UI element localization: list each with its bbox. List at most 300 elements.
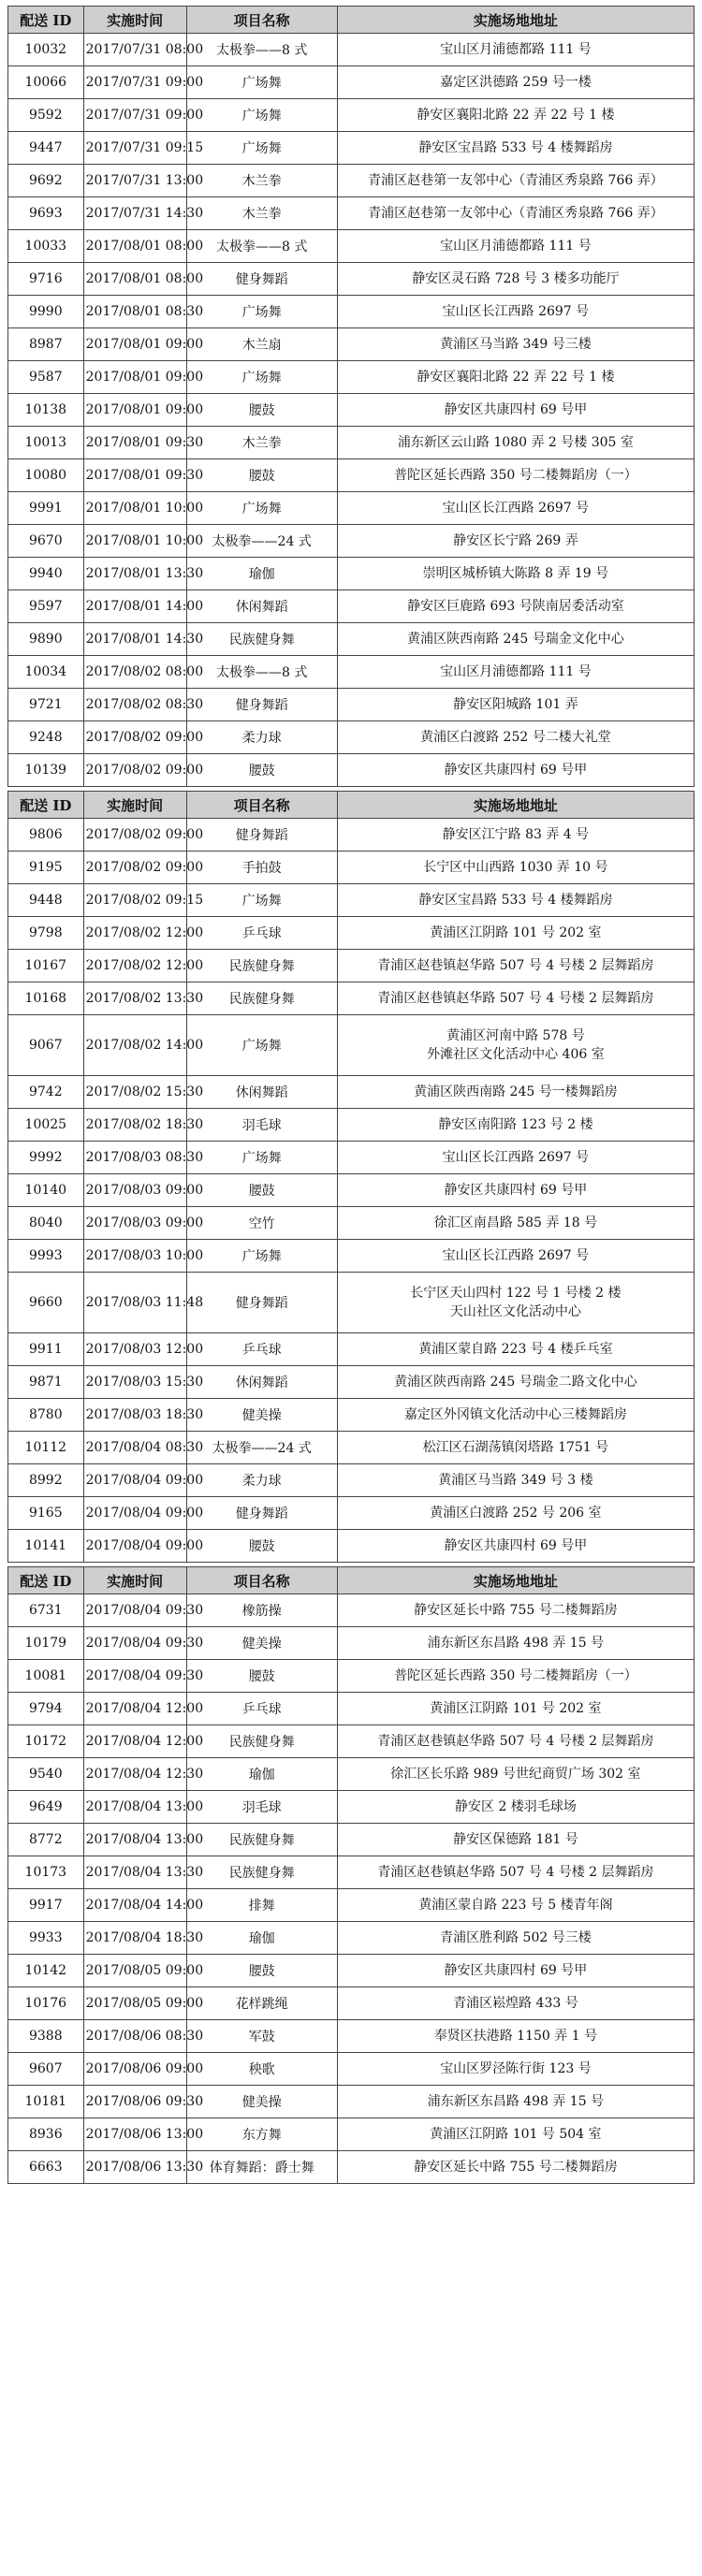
cell-time: 2017/08/03 09:00 <box>83 1207 186 1240</box>
address-line: 黄浦区陕西南路 245 号瑞金二路文化中心 <box>394 1375 637 1390</box>
address-line: 青浦区赵巷镇赵华路 507 号 4 号楼 2 层舞蹈房 <box>377 958 654 973</box>
cell-id: 10181 <box>8 2086 84 2118</box>
cell-name: 健美操 <box>186 1627 337 1660</box>
address-line: 宝山区长江西路 2697 号 <box>442 1150 590 1165</box>
table-row <box>8 66 695 99</box>
cell-time: 2017/08/02 15:30 <box>83 1076 186 1109</box>
cell-id: 8780 <box>8 1399 84 1432</box>
header-addr: 实施场地地址 <box>337 792 694 819</box>
cell-id: 10112 <box>8 1432 84 1464</box>
cell-name: 瑜伽 <box>186 558 337 590</box>
address-line: 静安区襄阳北路 22 弄 22 号 1 楼 <box>417 370 615 385</box>
cell-name: 健美操 <box>186 1399 337 1432</box>
cell-address <box>337 230 694 263</box>
cell-name: 民族健身舞 <box>186 982 337 1015</box>
table-row <box>8 492 695 525</box>
cell-address <box>337 1693 694 1725</box>
table-row <box>8 1987 695 2020</box>
cell-time: 2017/08/04 18:30 <box>83 1922 186 1955</box>
address-line: 奉贤区扶港路 1150 弄 1 号 <box>433 2029 598 2044</box>
address-line: 静安区宝昌路 533 号 4 楼舞蹈房 <box>418 893 613 908</box>
address-line: 静安区共康四村 69 号甲 <box>444 402 588 417</box>
address-line: 青浦区赵巷镇赵华路 507 号 4 号楼 2 层舞蹈房 <box>377 1865 654 1880</box>
table-row <box>8 1725 695 1758</box>
cell-address <box>337 1207 694 1240</box>
cell-name: 健身舞蹈 <box>186 263 337 296</box>
cell-id: 9990 <box>8 296 84 328</box>
cell-time: 2017/07/31 09:15 <box>83 132 186 165</box>
cell-name: 军鼓 <box>186 2020 337 2053</box>
address-line: 青浦区崧煌路 433 号 <box>453 1996 578 2011</box>
cell-address <box>337 1109 694 1142</box>
cell-time: 2017/08/03 18:30 <box>83 1399 186 1432</box>
table-row <box>8 819 695 851</box>
cell-time: 2017/08/01 13:30 <box>83 558 186 590</box>
table-row <box>8 165 695 197</box>
cell-name: 乒乓球 <box>186 917 337 950</box>
cell-name: 乒乓球 <box>186 1693 337 1725</box>
cell-address <box>337 1758 694 1791</box>
cell-address <box>337 2053 694 2086</box>
cell-id: 10013 <box>8 427 84 459</box>
cell-address <box>337 1497 694 1530</box>
address-line: 静安区共康四村 69 号甲 <box>444 763 588 778</box>
cell-name: 腰鼓 <box>186 459 337 492</box>
table-row <box>8 1432 695 1464</box>
cell-name: 花样跳绳 <box>186 1987 337 2020</box>
cell-name: 民族健身舞 <box>186 1725 337 1758</box>
table-row <box>8 590 695 623</box>
cell-time: 2017/08/04 12:30 <box>83 1758 186 1791</box>
table-row <box>8 884 695 917</box>
cell-id: 9890 <box>8 623 84 656</box>
cell-id: 10025 <box>8 1109 84 1142</box>
address-line: 青浦区赵巷第一友邻中心（青浦区秀泉路 766 弄） <box>368 206 664 221</box>
address-line: 黄浦区蒙自路 223 号 5 楼青年阁 <box>418 1898 613 1913</box>
address-line: 黄浦区江阴路 101 号 202 室 <box>430 1701 602 1716</box>
address-line: 静安区共康四村 69 号甲 <box>444 1963 588 1978</box>
cell-time: 2017/08/06 08:30 <box>83 2020 186 2053</box>
cell-address <box>337 1987 694 2020</box>
address-line: 青浦区赵巷镇赵华路 507 号 4 号楼 2 层舞蹈房 <box>377 1734 654 1749</box>
cell-name: 广场舞 <box>186 361 337 394</box>
cell-time: 2017/08/01 09:00 <box>83 361 186 394</box>
cell-time: 2017/08/02 12:00 <box>83 950 186 982</box>
cell-address <box>337 361 694 394</box>
cell-id: 9607 <box>8 2053 84 2086</box>
cell-address <box>337 1594 694 1627</box>
cell-name: 太极拳——24 式 <box>186 525 337 558</box>
cell-id: 9993 <box>8 1240 84 1273</box>
cell-time: 2017/08/02 18:30 <box>83 1109 186 1142</box>
cell-name: 广场舞 <box>186 296 337 328</box>
cell-time: 2017/08/04 09:30 <box>83 1660 186 1693</box>
cell-time: 2017/08/01 09:30 <box>83 427 186 459</box>
table-row <box>8 721 695 754</box>
cell-time: 2017/08/04 13:30 <box>83 1856 186 1889</box>
table-row <box>8 2118 695 2151</box>
table-row <box>8 1333 695 1366</box>
cell-id: 9911 <box>8 1333 84 1366</box>
address-line: 静安区 2 楼羽毛球场 <box>455 1799 577 1814</box>
cell-time: 2017/08/03 10:00 <box>83 1240 186 1273</box>
cell-address <box>337 2151 694 2184</box>
table-row <box>8 982 695 1015</box>
address-line: 黄浦区陕西南路 245 号瑞金文化中心 <box>407 632 624 647</box>
cell-time: 2017/08/03 09:00 <box>83 1174 186 1207</box>
cell-id: 8772 <box>8 1824 84 1856</box>
header-id: 配送 ID <box>8 1567 84 1594</box>
cell-id: 9716 <box>8 263 84 296</box>
cell-id: 9165 <box>8 1497 84 1530</box>
cell-address <box>337 1660 694 1693</box>
table-row <box>8 1627 695 1660</box>
header-row <box>8 7 695 34</box>
table-row <box>8 230 695 263</box>
address-line: 嘉定区外冈镇文化活动中心三楼舞蹈房 <box>403 1407 627 1422</box>
cell-id: 9871 <box>8 1366 84 1399</box>
cell-name: 秧歌 <box>186 2053 337 2086</box>
cell-time: 2017/08/02 09:00 <box>83 754 186 787</box>
cell-id: 8987 <box>8 328 84 361</box>
table-row <box>8 1366 695 1399</box>
address-line: 黄浦区马当路 349 号 3 楼 <box>438 1473 593 1488</box>
table-row <box>8 263 695 296</box>
cell-address <box>337 165 694 197</box>
address-line: 静安区保德路 181 号 <box>453 1832 578 1847</box>
cell-time: 2017/08/03 15:30 <box>83 1366 186 1399</box>
header-addr: 实施场地地址 <box>337 1567 694 1594</box>
table-row <box>8 197 695 230</box>
cell-address <box>337 1627 694 1660</box>
cell-address <box>337 1530 694 1563</box>
cell-name: 民族健身舞 <box>186 1856 337 1889</box>
cell-id: 9067 <box>8 1015 84 1076</box>
cell-time: 2017/08/02 09:00 <box>83 721 186 754</box>
cell-id: 9447 <box>8 132 84 165</box>
cell-time: 2017/08/04 09:30 <box>83 1594 186 1627</box>
cell-id: 8936 <box>8 2118 84 2151</box>
cell-time: 2017/08/02 09:00 <box>83 819 186 851</box>
cell-name: 民族健身舞 <box>186 623 337 656</box>
cell-id: 10172 <box>8 1725 84 1758</box>
table-row <box>8 296 695 328</box>
cell-name: 瑜伽 <box>186 1922 337 1955</box>
address-line: 黄浦区白渡路 252 号二楼大礼堂 <box>420 730 611 745</box>
table-row <box>8 34 695 66</box>
cell-name: 民族健身舞 <box>186 1824 337 1856</box>
cell-time: 2017/08/04 09:00 <box>83 1497 186 1530</box>
table-row <box>8 2020 695 2053</box>
address-line: 黄浦区江阴路 101 号 202 室 <box>430 925 602 940</box>
cell-time: 2017/08/01 14:30 <box>83 623 186 656</box>
cell-time: 2017/08/03 11:48 <box>83 1273 186 1333</box>
cell-address <box>337 1240 694 1273</box>
address-line: 青浦区赵巷第一友邻中心（青浦区秀泉路 766 弄） <box>368 173 664 188</box>
address-line: 松江区石湖荡镇闵塔路 1751 号 <box>422 1440 609 1455</box>
cell-id: 9933 <box>8 1922 84 1955</box>
address-line: 宝山区月浦德都路 111 号 <box>440 42 592 57</box>
cell-name: 腰鼓 <box>186 754 337 787</box>
cell-id: 9587 <box>8 361 84 394</box>
cell-name: 木兰拳 <box>186 197 337 230</box>
cell-name: 腰鼓 <box>186 394 337 427</box>
address-line: 普陀区延长西路 350 号二楼舞蹈房（一） <box>394 1668 637 1683</box>
address-line: 黄浦区江阴路 101 号 504 室 <box>430 2127 602 2142</box>
cell-time: 2017/08/06 13:30 <box>83 2151 186 2184</box>
address-line: 静安区阳城路 101 弄 <box>453 697 578 712</box>
address-line: 宝山区长江西路 2697 号 <box>442 304 590 319</box>
table-row <box>8 851 695 884</box>
cell-id: 9721 <box>8 689 84 721</box>
cell-address <box>337 754 694 787</box>
address-line: 宝山区长江西路 2697 号 <box>442 501 590 516</box>
cell-name: 广场舞 <box>186 132 337 165</box>
cell-id: 8992 <box>8 1464 84 1497</box>
address-line: 静安区延长中路 755 号二楼舞蹈房 <box>414 1603 618 1618</box>
cell-time: 2017/08/01 10:00 <box>83 492 186 525</box>
table-row <box>8 361 695 394</box>
address-line: 宝山区长江西路 2697 号 <box>442 1248 590 1263</box>
address-line: 长宁区天山四村 122 号 1 号楼 2 楼 <box>410 1286 622 1301</box>
table-row <box>8 1856 695 1889</box>
cell-name: 健身舞蹈 <box>186 1497 337 1530</box>
table-row <box>8 2053 695 2086</box>
address-line: 普陀区延长西路 350 号二楼舞蹈房（一） <box>394 468 637 483</box>
table-row <box>8 623 695 656</box>
address-line: 静安区共康四村 69 号甲 <box>444 1538 588 1553</box>
cell-time: 2017/08/05 09:00 <box>83 1987 186 2020</box>
cell-id: 9806 <box>8 819 84 851</box>
cell-address <box>337 950 694 982</box>
address-line: 嘉定区洪德路 259 号一楼 <box>440 75 592 90</box>
cell-name: 体育舞蹈：爵士舞 <box>186 2151 337 2184</box>
cell-address <box>337 1142 694 1174</box>
cell-name: 木兰拳 <box>186 165 337 197</box>
cell-id: 9670 <box>8 525 84 558</box>
table-row <box>8 689 695 721</box>
table-row <box>8 656 695 689</box>
cell-name: 木兰拳 <box>186 427 337 459</box>
cell-address <box>337 1015 694 1076</box>
schedule-table <box>7 791 695 1563</box>
table-row <box>8 427 695 459</box>
cell-name: 柔力球 <box>186 1464 337 1497</box>
address-line: 宝山区罗泾陈行街 123 号 <box>440 2061 592 2076</box>
header-row <box>8 792 695 819</box>
table-row <box>8 525 695 558</box>
table-row <box>8 950 695 982</box>
cell-id: 9693 <box>8 197 84 230</box>
table-row <box>8 1497 695 1530</box>
table-row <box>8 1015 695 1076</box>
table-row <box>8 1922 695 1955</box>
cell-name: 橡筋操 <box>186 1594 337 1627</box>
cell-address <box>337 1399 694 1432</box>
cell-name: 太极拳——24 式 <box>186 1432 337 1464</box>
cell-name: 健身舞蹈 <box>186 1273 337 1333</box>
cell-id: 9195 <box>8 851 84 884</box>
cell-time: 2017/08/06 09:00 <box>83 2053 186 2086</box>
table-row <box>8 459 695 492</box>
cell-time: 2017/08/01 09:00 <box>83 394 186 427</box>
cell-address <box>337 1432 694 1464</box>
cell-address <box>337 1333 694 1366</box>
cell-name: 腰鼓 <box>186 1660 337 1693</box>
address-line: 静安区巨鹿路 693 号陕南居委活动室 <box>407 599 624 614</box>
table-row <box>8 2151 695 2184</box>
cell-address <box>337 132 694 165</box>
cell-id: 10141 <box>8 1530 84 1563</box>
cell-id: 10066 <box>8 66 84 99</box>
cell-id: 10176 <box>8 1987 84 2020</box>
cell-id: 9592 <box>8 99 84 132</box>
cell-name: 太极拳——8 式 <box>186 34 337 66</box>
address-line: 青浦区胜利路 502 号三楼 <box>440 1930 592 1945</box>
cell-name: 瑜伽 <box>186 1758 337 1791</box>
cell-time: 2017/08/01 14:00 <box>83 590 186 623</box>
cell-name: 羽毛球 <box>186 1791 337 1824</box>
table-row <box>8 1076 695 1109</box>
table-row <box>8 1693 695 1725</box>
header-name: 项目名称 <box>186 7 337 34</box>
cell-address <box>337 66 694 99</box>
cell-name: 排舞 <box>186 1889 337 1922</box>
cell-id: 9940 <box>8 558 84 590</box>
cell-id: 10138 <box>8 394 84 427</box>
header-name: 项目名称 <box>186 1567 337 1594</box>
cell-time: 2017/08/04 12:00 <box>83 1693 186 1725</box>
address-line: 徐汇区南昌路 585 弄 18 号 <box>433 1215 598 1230</box>
cell-name: 广场舞 <box>186 99 337 132</box>
address-line: 静安区南阳路 123 号 2 楼 <box>438 1117 593 1132</box>
cell-id: 9991 <box>8 492 84 525</box>
cell-time: 2017/07/31 09:00 <box>83 99 186 132</box>
cell-name: 柔力球 <box>186 721 337 754</box>
address-line: 浦东新区东昌路 498 弄 15 号 <box>427 1636 605 1651</box>
table-row <box>8 1758 695 1791</box>
table-row <box>8 1464 695 1497</box>
cell-address <box>337 1273 694 1333</box>
cell-address <box>337 558 694 590</box>
cell-id: 6663 <box>8 2151 84 2184</box>
cell-name: 太极拳——8 式 <box>186 230 337 263</box>
cell-address <box>337 197 694 230</box>
cell-name: 腰鼓 <box>186 1174 337 1207</box>
cell-id: 10081 <box>8 1660 84 1693</box>
cell-name: 广场舞 <box>186 884 337 917</box>
cell-address <box>337 492 694 525</box>
header-id: 配送 ID <box>8 7 84 34</box>
cell-id: 9794 <box>8 1693 84 1725</box>
cell-time: 2017/08/02 08:30 <box>83 689 186 721</box>
cell-address <box>337 623 694 656</box>
address-line: 黄浦区陕西南路 245 号一楼舞蹈房 <box>414 1084 618 1099</box>
table-row <box>8 1594 695 1627</box>
address-line: 浦东新区东昌路 498 弄 15 号 <box>427 2094 605 2109</box>
address-line: 静安区宝昌路 533 号 4 楼舞蹈房 <box>418 140 613 155</box>
cell-address <box>337 2086 694 2118</box>
cell-name: 广场舞 <box>186 1015 337 1076</box>
cell-address <box>337 982 694 1015</box>
cell-id: 9448 <box>8 884 84 917</box>
address-line: 青浦区赵巷镇赵华路 507 号 4 号楼 2 层舞蹈房 <box>377 991 654 1006</box>
cell-name: 健身舞蹈 <box>186 689 337 721</box>
address-line: 崇明区城桥镇大陈路 8 弄 19 号 <box>422 566 609 581</box>
cell-time: 2017/08/01 08:00 <box>83 230 186 263</box>
cell-address <box>337 1856 694 1889</box>
address-line: 静安区共康四村 69 号甲 <box>444 1183 588 1198</box>
address-line: 浦东新区云山路 1080 弄 2 号楼 305 室 <box>397 435 634 450</box>
cell-address <box>337 1889 694 1922</box>
cell-id: 9540 <box>8 1758 84 1791</box>
table-row <box>8 1791 695 1824</box>
cell-address <box>337 1366 694 1399</box>
cell-address <box>337 1824 694 1856</box>
address-line: 静安区长宁路 269 弄 <box>453 533 578 548</box>
table-row <box>8 1109 695 1142</box>
cell-time: 2017/08/03 12:00 <box>83 1333 186 1366</box>
cell-time: 2017/08/04 09:00 <box>83 1464 186 1497</box>
cell-id: 8040 <box>8 1207 84 1240</box>
address-line: 静安区延长中路 755 号二楼舞蹈房 <box>414 2160 618 2175</box>
table-row <box>8 1207 695 1240</box>
cell-address <box>337 1076 694 1109</box>
cell-time: 2017/07/31 08:00 <box>83 34 186 66</box>
cell-name: 腰鼓 <box>186 1530 337 1563</box>
cell-name: 民族健身舞 <box>186 950 337 982</box>
cell-id: 9388 <box>8 2020 84 2053</box>
cell-address <box>337 2020 694 2053</box>
cell-name: 东方舞 <box>186 2118 337 2151</box>
cell-name: 乒乓球 <box>186 1333 337 1366</box>
header-time: 实施时间 <box>83 792 186 819</box>
cell-name: 空竹 <box>186 1207 337 1240</box>
table-row <box>8 394 695 427</box>
table-row <box>8 2086 695 2118</box>
cell-id: 9992 <box>8 1142 84 1174</box>
cell-name: 广场舞 <box>186 492 337 525</box>
cell-time: 2017/08/03 08:30 <box>83 1142 186 1174</box>
cell-time: 2017/07/31 13:00 <box>83 165 186 197</box>
cell-address <box>337 1464 694 1497</box>
table-row <box>8 1142 695 1174</box>
address-line-2: 外滩社区文化活动中心 406 室 <box>427 1047 605 1062</box>
cell-time: 2017/08/02 13:30 <box>83 982 186 1015</box>
cell-id: 6731 <box>8 1594 84 1627</box>
table-row <box>8 1273 695 1333</box>
cell-id: 10034 <box>8 656 84 689</box>
header-time: 实施时间 <box>83 1567 186 1594</box>
cell-address <box>337 525 694 558</box>
cell-name: 休闲舞蹈 <box>186 1076 337 1109</box>
cell-time: 2017/08/02 09:15 <box>83 884 186 917</box>
cell-address <box>337 394 694 427</box>
cell-id: 9660 <box>8 1273 84 1333</box>
cell-address <box>337 884 694 917</box>
cell-address <box>337 917 694 950</box>
cell-time: 2017/07/31 14:30 <box>83 197 186 230</box>
table-row <box>8 132 695 165</box>
cell-address <box>337 99 694 132</box>
table-row <box>8 328 695 361</box>
cell-time: 2017/08/04 12:00 <box>83 1725 186 1758</box>
cell-address <box>337 1955 694 1987</box>
address-line: 静安区江宁路 83 弄 4 号 <box>442 827 590 842</box>
cell-name: 休闲舞蹈 <box>186 590 337 623</box>
table-row <box>8 1174 695 1207</box>
cell-id: 9742 <box>8 1076 84 1109</box>
